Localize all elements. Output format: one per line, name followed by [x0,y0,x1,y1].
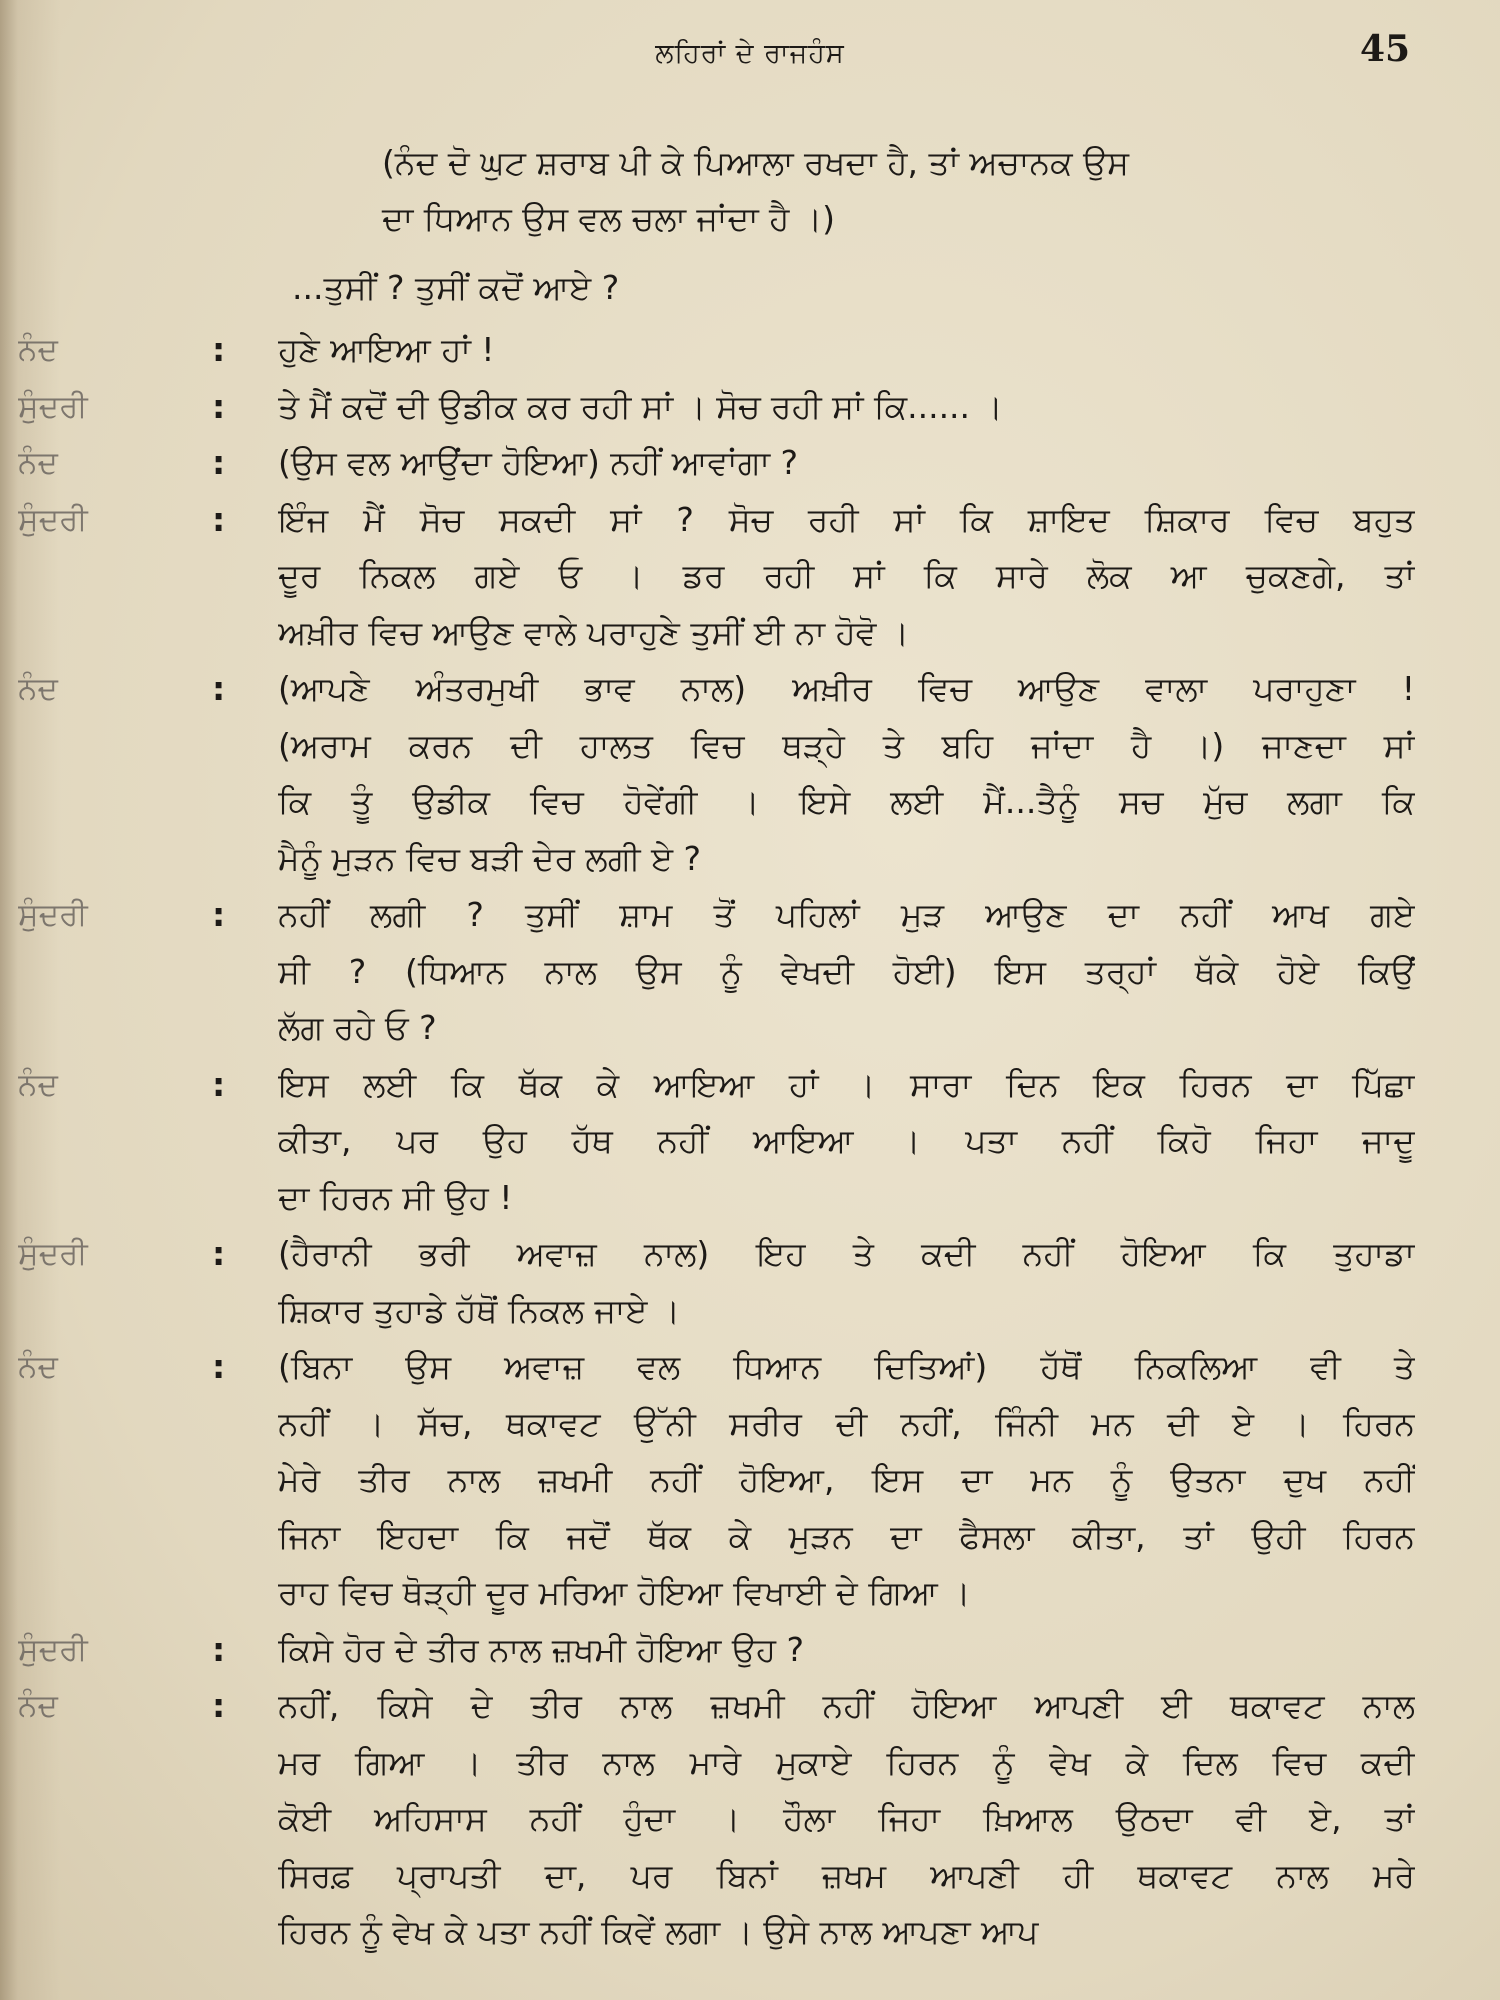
speech-line: ਨਹੀਂ, ਕਿਸੇ ਦੇ ਤੀਰ ਨਾਲ ਜ਼ਖਮੀ ਨਹੀਂ ਹੋਇਆ ਆਪਣੀ ਈ ਥਕਾਵਟ ਨਾਲ [278,1686,1415,1725]
speaker-name: ਸੁੰਦਰੀ [18,501,88,538]
speaker-colon: : [212,499,226,539]
dialogue-turn [0,492,1500,662]
speech-line: ਅਖ਼ੀਰ ਵਿਚ ਆਉਣ ਵਾਲੇ ਪਰਾਹੁਣੇ ਤੁਸੀਂ ਈ ਨਾ ਹੋਵੋ । [278,612,910,652]
dialogue-turn [0,661,1500,887]
speech-text [278,1622,1415,1679]
speech-line: (ਅਰਾਮ ਕਰਨ ਦੀ ਹਾਲਤ ਵਿਚ ਥੜ੍ਹੇ ਤੇ ਬਹਿ ਜਾਂਦਾ ਹੈ ।) ਜਾਣਦਾ ਸਾਂ [278,725,1415,765]
speaker-colon: : [212,1064,226,1104]
dialogue-turn [0,1622,1500,1679]
speech-line: ਹਿਰਨ ਨੂੰ ਵੇਖ ਕੇ ਪਤਾ ਨਹੀਂ ਕਿਵੇਂ ਲਗਾ । ਉਸੇ ਨਾਲ ਆਪਣਾ ਆਪ [278,1912,1039,1951]
speech-text [278,492,1415,662]
speaker-name: ਨੰਦ [18,332,58,368]
running-head: ਲਹਿਰਾਂ ਦੇ ਰਾਜਹੰਸ [655,38,845,69]
speech-line: ਮਰ ਗਿਆ । ਤੀਰ ਨਾਲ ਮਾਰੇ ਮੁਕਾਏ ਹਿਰਨ ਨੂੰ ਵੇਖ ਕੇ ਦਿਲ ਵਿਚ ਕਦੀ [278,1742,1415,1782]
dialogue-turn [0,1226,1500,1339]
speech-line: ਹੁਣੇ ਆਇਆ ਹਾਂ ! [278,330,495,369]
speech-line: ਲੱਗ ਰਹੇ ਓ ? [278,1008,437,1047]
speech-line: (ਹੈਰਾਨੀ ਭਰੀ ਅਵਾਜ਼ ਨਾਲ) ਇਹ ਤੇ ਕਦੀ ਨਹੀਂ ਹੋਇਆ ਕਿ ਤੁਹਾਡਾ [278,1234,1415,1273]
speech-line: ਕੋਈ ਅਹਿਸਾਸ ਨਹੀਂ ਹੁੰਦਾ । ਹੌਲਾ ਜਿਹਾ ਖ਼ਿਆਲ ਉਠਦਾ ਵੀ ਏ, ਤਾਂ [278,1799,1415,1838]
speech-line: (ਆਪਣੇ ਅੰਤਰਮੁਖੀ ਭਾਵ ਨਾਲ) ਅਖ਼ੀਰ ਵਿਚ ਆਉਣ ਵਾਲਾ ਪਰਾਹੁਣਾ ! [278,669,1415,708]
dialogue-turn [0,887,1500,1057]
speaker-name: ਸੁੰਦਰੀ [18,897,88,933]
speaker-name: ਨੰਦ [18,1688,58,1724]
speech-line: (ਬਿਨਾ ਉਸ ਅਵਾਜ਼ ਵਲ ਧਿਆਨ ਦਿਤਿਆਂ) ਹੱਥੋਂ ਨਿਕਲਿਆ ਵੀ ਤੇ [278,1347,1415,1386]
speaker-name: ਨੰਦ [18,671,58,707]
speech-line: ਸਿਰਫ਼ ਪ੍ਰਾਪਤੀ ਦਾ, ਪਰ ਬਿਨਾਂ ਜ਼ਖਮ ਆਪਣੀ ਹੀ ਥਕਾਵਟ ਨਾਲ ਮਰੇ [278,1855,1415,1895]
speaker-name: ਨੰਦ [18,1349,58,1385]
speaker-name: ਨੰਦ [18,445,58,481]
speech-text [278,435,1415,492]
speech-line: ਇਸ ਲਈ ਕਿ ਥੱਕ ਕੇ ਆਇਆ ਹਾਂ । ਸਾਰਾ ਦਿਨ ਇਕ ਹਿਰਨ ਦਾ ਪਿੱਛਾ [278,1064,1415,1104]
dialogue-turn [0,1678,1500,1961]
speech-text [278,1226,1415,1339]
dialogue [0,322,1500,1961]
dialogue-turn [0,1339,1500,1622]
speaker-name: ਨੰਦ [18,1066,58,1103]
speaker-colon: : [212,386,226,426]
speech-line: ਮੇਰੇ ਤੀਰ ਨਾਲ ਜ਼ਖਮੀ ਨਹੀਂ ਹੋਇਆ, ਇਸ ਦਾ ਮਨ ਨੂੰ ਉਤਨਾ ਦੁਖ ਨਹੀਂ [278,1460,1415,1499]
speech-line: ਰਾਹ ਵਿਚ ਥੋੜ੍ਹੀ ਦੂਰ ਮਰਿਆ ਹੋਇਆ ਵਿਖਾਈ ਦੇ ਗਿਆ । [278,1573,971,1612]
speech-line: ਸੀ ? (ਧਿਆਨ ਨਾਲ ਉਸ ਨੂੰ ਵੇਖਦੀ ਹੋਈ) ਇਸ ਤਰ੍ਹਾਂ ਥੱਕੇ ਹੋਏ ਕਿਉਂ [278,951,1415,991]
speech-line: ਕੀਤਾ, ਪਰ ਉਹ ਹੱਥ ਨਹੀਂ ਆਇਆ । ਪਤਾ ਨਹੀਂ ਕਿਹੋ ਜਿਹਾ ਜਾਦੂ [278,1121,1415,1160]
speech-text [278,1678,1415,1961]
speaker-colon: : [212,1686,226,1725]
speech-line: (ਉਸ ਵਲ ਆਉਂਦਾ ਹੋਇਆ) ਨਹੀਂ ਆਵਾਂਗਾ ? [278,443,799,482]
speech-line: ਇੰਜ ਮੈਂ ਸੋਚ ਸਕਦੀ ਸਾਂ ? ਸੋਚ ਰਹੀ ਸਾਂ ਕਿ ਸ਼ਾਇਦ ਸ਼ਿਕਾਰ ਵਿਚ ਬਹੁਤ [278,499,1415,539]
speech-text [278,887,1415,1057]
speech-line: ਨਹੀਂ ਲਗੀ ? ਤੁਸੀਂ ਸ਼ਾਮ ਤੋਂ ਪਹਿਲਾਂ ਮੁੜ ਆਉਣ ਦਾ ਨਹੀਂ ਆਖ ਗਏ [278,895,1415,934]
speech-line: ਕਿਸੇ ਹੋਰ ਦੇ ਤੀਰ ਨਾਲ ਜ਼ਖਮੀ ਹੋਇਆ ਉਹ ? [278,1629,805,1669]
stage-direction [382,135,1417,247]
speech-text [278,379,1415,436]
speaker-colon: : [212,443,226,482]
speaker-colon: : [212,669,226,708]
speech-line: ਦੂਰ ਨਿਕਲ ਗਏ ਓ । ਡਰ ਰਹੀ ਸਾਂ ਕਿ ਸਾਰੇ ਲੋਕ ਆ ਚੁਕਣਗੇ, ਤਾਂ [278,556,1415,595]
dialogue-turn [0,322,1500,379]
speech-line: ਜਿਨਾ ਇਹਦਾ ਕਿ ਜਦੋਂ ਥੱਕ ਕੇ ਮੁੜਨ ਦਾ ਫੈਸਲਾ ਕੀਤਾ, ਤਾਂ ਉਹੀ ਹਿਰਨ [278,1516,1415,1556]
speech-text [278,1339,1415,1622]
speaker-colon: : [212,330,226,369]
dialogue-turn [0,435,1500,492]
speaker-name: ਸੁੰਦਰੀ [18,1631,88,1668]
page-number: 45 [1360,28,1411,70]
speaker-colon: : [212,1347,226,1386]
speaker-name: ਸੁੰਦਰੀ [18,388,88,425]
speech-text [278,322,1415,379]
speaker-name: ਸੁੰਦਰੀ [18,1236,88,1272]
dialogue-turn [0,1057,1500,1227]
stage-direction-line: (ਨੰਦ ਦੋ ਘੁਟ ਸ਼ਰਾਬ ਪੀ ਕੇ ਪਿਆਲਾ ਰਖਦਾ ਹੈ, ਤਾਂ ਅਚਾਨਕ ਉਸ [382,143,1129,182]
dialogue-fragment: ...ਤੁਸੀਂ ? ਤੁਸੀਂ ਕਦੋਂ ਆਏ ? [292,268,620,307]
speaker-colon: : [212,1234,226,1273]
speech-line: ਦਾ ਹਿਰਨ ਸੀ ਉਹ ! [278,1177,513,1217]
dialogue-turn [0,379,1500,436]
speech-line: ਮੈਨੂੰ ਮੁੜਨ ਵਿਚ ਬੜੀ ਦੇਰ ਲਗੀ ਏ ? [278,838,702,878]
speech-text [278,661,1415,887]
speaker-colon: : [212,895,226,934]
speech-line: ਕਿ ਤੂੰ ਉਡੀਕ ਵਿਚ ਹੋਵੇਂਗੀ । ਇਸੇ ਲਈ ਮੈਂ...ਤੈਨੂੰ ਸਚ ਮੁੱਚ ਲਗਾ ਕਿ [278,782,1415,821]
stage-direction-line: ਦਾ ਧਿਆਨ ਉਸ ਵਲ ਚਲਾ ਜਾਂਦਾ ਹੈ ।) [382,199,835,238]
speech-text [278,1057,1415,1227]
speech-line: ਤੇ ਮੈਂ ਕਦੋਂ ਦੀ ਉਡੀਕ ਕਰ ਰਹੀ ਸਾਂ । ਸੋਚ ਰਹੀ ਸਾਂ ਕਿ...... । [278,386,1003,426]
speaker-colon: : [212,1629,226,1669]
speech-line: ਸ਼ਿਕਾਰ ਤੁਹਾਡੇ ਹੱਥੋਂ ਨਿਕਲ ਜਾਏ । [278,1290,681,1330]
speech-line: ਨਹੀਂ । ਸੱਚ, ਥਕਾਵਟ ਉੱਨੀ ਸਰੀਰ ਦੀ ਨਹੀਂ, ਜਿੰਨੀ ਮਨ ਦੀ ਏ । ਹਿਰਨ [278,1403,1415,1443]
